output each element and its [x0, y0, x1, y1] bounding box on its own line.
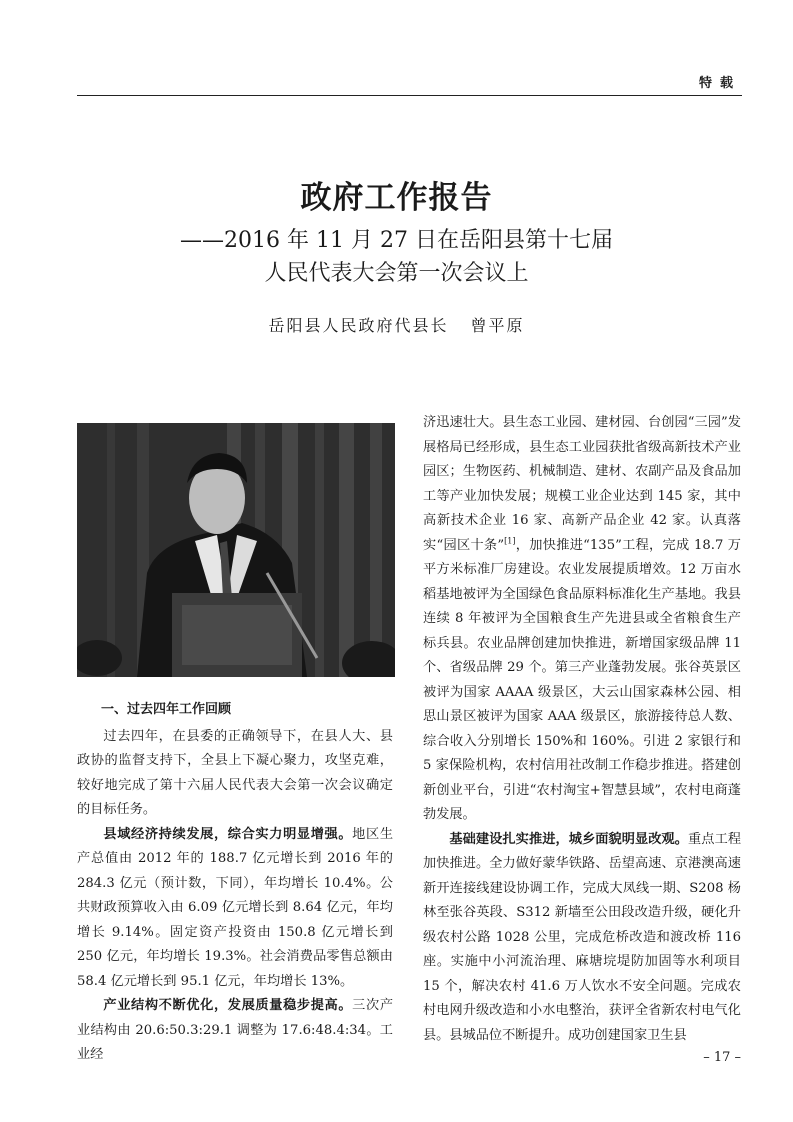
right-column — [423, 411, 741, 1048]
paragraph-body: ，加快推进“135”工程，完成 18.7 万平方米标准厂房建设。农业发展提质增效。12 万亩水稻基地被评为全国绿色食品原料标准化生产基地。我县连续 8 年被评为全国粮食生产先进县或全省粮食生产标兵县。农业品牌创建加快推进，新增国家级品牌 11 个、省级品牌 29 个。第三产业蓬勃发展。张谷英景区被评为国家 AAAA 级景区，大云山国家森林公园、相思山景区被评为国家 AAA 级景区，旅游接待总人数、综合收入分别增长 150%和 160%。引进 2 家银行和 5 家保险机构，农村信用社改制工作稳步推进。搭建创新创业平台，引进“农村淘宝+智慧县域”，农村电商蓬勃发展。 — [423, 537, 741, 822]
page-number: – 17 – — [703, 1050, 741, 1065]
article-subtitle-line2: 人民代表大会第一次会议上 — [264, 261, 529, 286]
paragraph-body: 三次产业结构由 20.6:50.3:29.1 调整为 17.6:48.4:34。工业经 — [77, 998, 394, 1062]
section-heading: 一、过去四年工作回顾 — [101, 702, 232, 717]
paragraph-body: 济迅速壮大。县生态工业园、建材园、台创园“三园”发展格局已经形成，县生态工业园获批省级高新技术产业园区；生物医药、机械制造、建材、农副产品及食品加工等产业加快发展；规模工业企业达到 145 家，其中高新技术企业 16 家、高新产品企业 42 家。认真落实“园区十条” — [423, 415, 741, 553]
left-column — [77, 698, 393, 1068]
header-rule — [77, 95, 742, 96]
paragraph-body: 地区生产总值由 2012 年的 188.7 亿元增长到 2016 年的 284.3 亿元（预计数，下同），年均增长 10.4%。公共财政预算收入由 6.09 亿元增长到 8.64 亿元，年均增长 9.14%。固定资产投资由 150.8 亿元增长到 250 亿元，年均增长 19.3%。社会消费品零售总额由 58.4 亿元增长到 95.1 亿元，年均增长 13%。 — [77, 826, 394, 989]
section-label: 特载 — [698, 76, 741, 91]
paragraph-lead: 产业结构不断优化，发展质量稳步提高。 — [103, 998, 353, 1013]
paragraph-lead: 基础建设扎实推进，城乡面貌明显改观。 — [449, 831, 689, 847]
paragraph-body: 重点工程加快推进。全力做好蒙华铁路、岳望高速、京港澳高速新开连接线建设协调工作，完成大凤线一期、S208 杨林至张谷英段、S312 新墙至公田段改造升级，硬化升级农村公路 1028 公里，完成危桥改造和渡改桥 116 座。实施中小河流治理、麻塘垸堤防加固等水利项目 15 个，解决农村 41.6 万人饮水不安全问题。完成农村电网升级改造和小水电整治，获评全省新农村电气化县。县城品位不断提升。成功创建国家卫生县 — [423, 831, 742, 1043]
author-line — [0, 313, 793, 336]
footnote-marker: [1] — [504, 536, 516, 546]
paragraph-economy — [77, 823, 393, 995]
article-subtitle-line1: ——2016 年 11 月 27 日在岳阳县第十七届 — [180, 228, 613, 253]
paragraph-industry-cont — [423, 411, 741, 828]
speaker-photo — [77, 423, 395, 677]
author-name: 曾平原 — [470, 316, 525, 335]
author-role: 岳阳县人民政府代县长 — [268, 316, 449, 335]
paragraph-lead: 县域经济持续发展，综合实力明显增强。 — [103, 826, 353, 842]
paragraph-industry — [77, 994, 393, 1068]
paragraph-review: 过去四年，在县委的正确领导下，在县人大、县政协的监督支持下，全县上下凝心聚力，攻坚克难，较好地完成了第十六届人民代表大会第一次会议确定的目标任务。 — [77, 728, 393, 817]
article-title: 政府工作报告 — [300, 180, 493, 216]
paragraph-infrastructure — [423, 828, 741, 1049]
speaker-photo-illustration — [77, 423, 395, 677]
